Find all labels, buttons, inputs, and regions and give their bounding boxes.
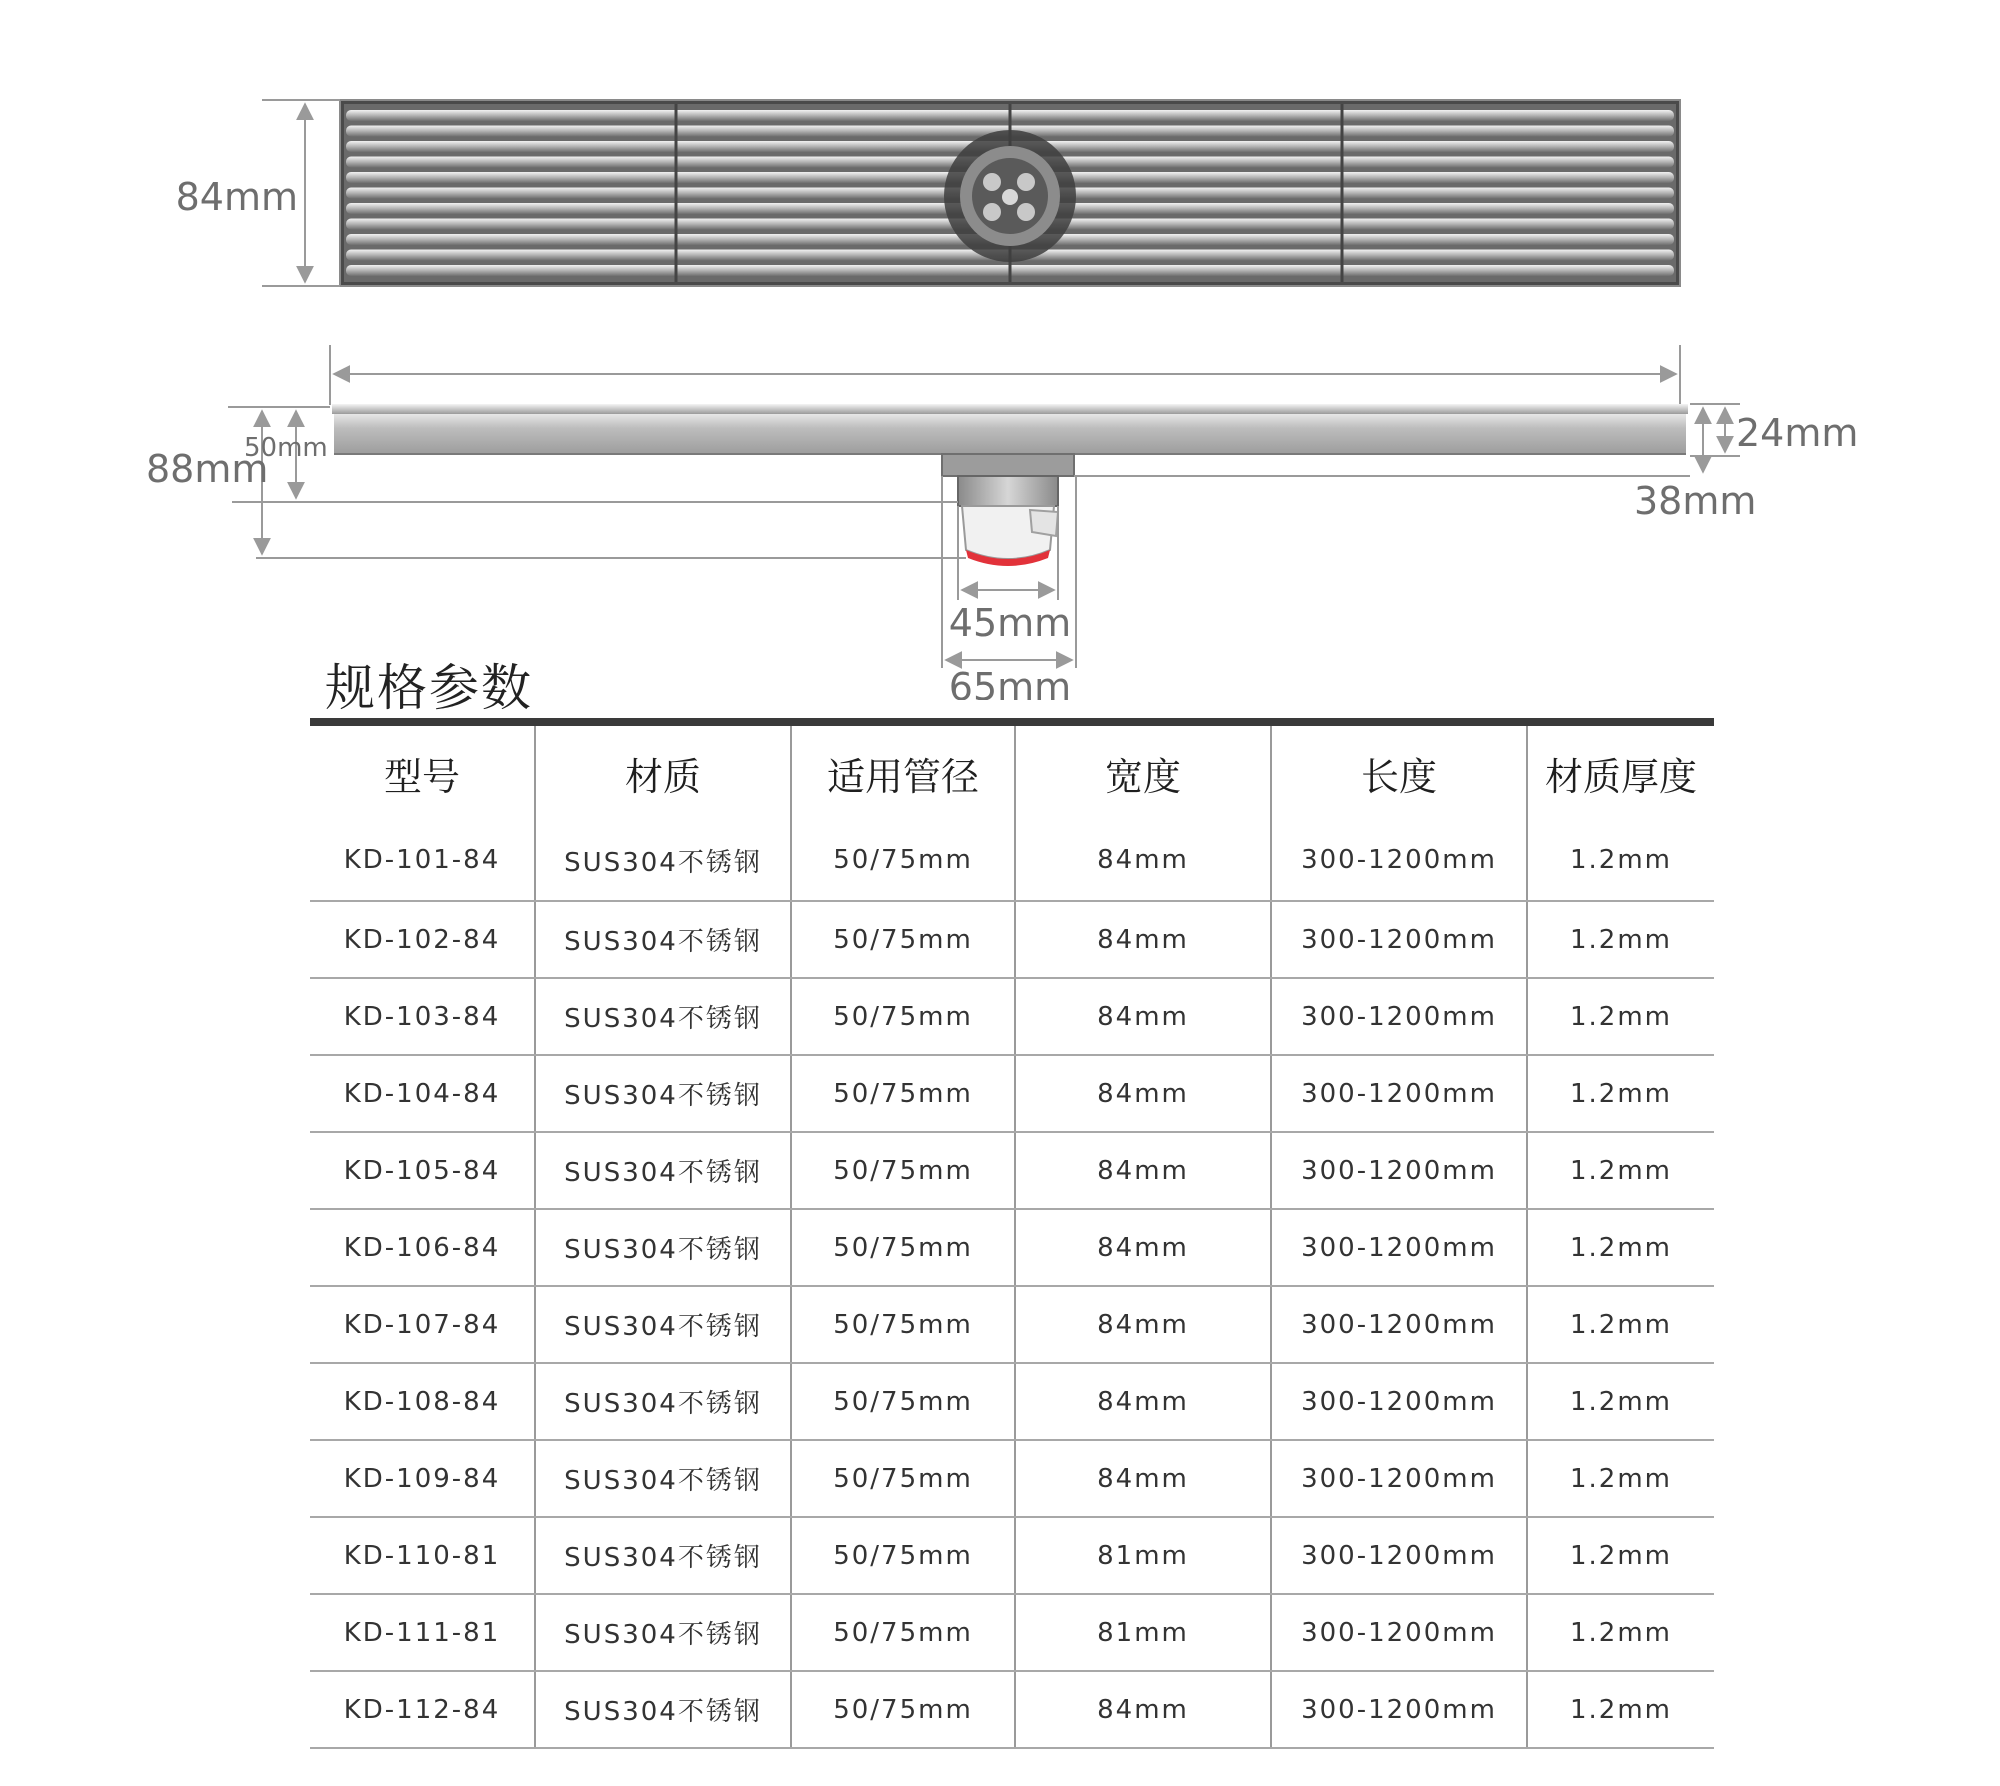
cell-width: 84mm	[1015, 820, 1271, 901]
title-divider	[310, 718, 1714, 726]
header-length: 长度	[1271, 726, 1527, 820]
cell-model: KD-103-84	[310, 978, 535, 1055]
cell-material: SUS304不锈钢	[535, 1594, 791, 1671]
cell-thickness: 1.2mm	[1527, 901, 1714, 978]
cell-width: 84mm	[1015, 1055, 1271, 1132]
cell-length: 300-1200mm	[1271, 1517, 1527, 1594]
cell-length: 300-1200mm	[1271, 978, 1527, 1055]
table-row	[310, 978, 1714, 1055]
cell-pipe-diameter: 50/75mm	[791, 978, 1015, 1055]
cell-material: SUS304不锈钢	[535, 1209, 791, 1286]
cell-model: KD-104-84	[310, 1055, 535, 1132]
cell-material: SUS304不锈钢	[535, 1363, 791, 1440]
cell-thickness: 1.2mm	[1527, 1132, 1714, 1209]
cell-width: 81mm	[1015, 1594, 1271, 1671]
dim-label-88mm: 88mm	[146, 447, 269, 491]
cell-model: KD-105-84	[310, 1132, 535, 1209]
cell-material: SUS304不锈钢	[535, 978, 791, 1055]
section-title: 规格参数	[325, 659, 533, 717]
table-row	[310, 1055, 1714, 1132]
cell-pipe-diameter: 50/75mm	[791, 820, 1015, 901]
cell-length: 300-1200mm	[1271, 1363, 1527, 1440]
cell-thickness: 1.2mm	[1527, 1440, 1714, 1517]
cell-material: SUS304不锈钢	[535, 1132, 791, 1209]
cell-pipe-diameter: 50/75mm	[791, 1671, 1015, 1748]
table-header-row	[310, 726, 1714, 820]
table-row	[310, 1132, 1714, 1209]
cell-length: 300-1200mm	[1271, 820, 1527, 901]
cell-model: KD-111-81	[310, 1594, 535, 1671]
cell-length: 300-1200mm	[1271, 1671, 1527, 1748]
cell-width: 81mm	[1015, 1517, 1271, 1594]
dim-label-65mm: 65mm	[948, 665, 1072, 700]
cell-model: KD-101-84	[310, 820, 535, 901]
cell-thickness: 1.2mm	[1527, 978, 1714, 1055]
cell-model: KD-112-84	[310, 1671, 535, 1748]
cell-pipe-diameter: 50/75mm	[791, 901, 1015, 978]
cell-length: 300-1200mm	[1271, 1132, 1527, 1209]
dim-label-24mm: 24mm	[1736, 411, 1859, 455]
cell-model: KD-106-84	[310, 1209, 535, 1286]
cell-material: SUS304不锈钢	[535, 1055, 791, 1132]
dim-label-50mm: 50mm	[244, 433, 328, 463]
cell-width: 84mm	[1015, 1671, 1271, 1748]
cell-length: 300-1200mm	[1271, 1286, 1527, 1363]
top-view-grate	[340, 100, 1680, 286]
cell-thickness: 1.2mm	[1527, 1517, 1714, 1594]
cell-width: 84mm	[1015, 978, 1271, 1055]
dim-label-45mm: 45mm	[948, 601, 1072, 645]
cell-model: KD-110-81	[310, 1517, 535, 1594]
dim-label-38mm: 38mm	[1634, 479, 1757, 523]
table-row	[310, 1286, 1714, 1363]
cell-material: SUS304不锈钢	[535, 1671, 791, 1748]
table-row	[310, 1671, 1714, 1748]
cell-pipe-diameter: 50/75mm	[791, 1440, 1015, 1517]
cell-model: KD-107-84	[310, 1286, 535, 1363]
cell-length: 300-1200mm	[1271, 1594, 1527, 1671]
table-row	[310, 1363, 1714, 1440]
cell-pipe-diameter: 50/75mm	[791, 1055, 1015, 1132]
dimension-84mm	[176, 100, 340, 286]
cell-pipe-diameter: 50/75mm	[791, 1363, 1015, 1440]
cell-thickness: 1.2mm	[1527, 1055, 1714, 1132]
cell-length: 300-1200mm	[1271, 901, 1527, 978]
cell-pipe-diameter: 50/75mm	[791, 1286, 1015, 1363]
cell-pipe-diameter: 50/75mm	[791, 1517, 1015, 1594]
table-row	[310, 820, 1714, 901]
drain-strainer-icon	[944, 130, 1076, 262]
cell-pipe-diameter: 50/75mm	[791, 1209, 1015, 1286]
cell-thickness: 1.2mm	[1527, 1286, 1714, 1363]
dim-label-84mm: 84mm	[175, 175, 298, 219]
table-row	[310, 1209, 1714, 1286]
header-model: 型号	[383, 754, 460, 799]
cell-pipe-diameter: 50/75mm	[791, 1594, 1015, 1671]
cell-thickness: 1.2mm	[1527, 1671, 1714, 1748]
cell-width: 84mm	[1015, 1440, 1271, 1517]
table-row	[310, 1440, 1714, 1517]
side-view-channel	[330, 345, 1688, 566]
cell-length: 300-1200mm	[1271, 1209, 1527, 1286]
table-row	[310, 1594, 1714, 1671]
header-material: 材质	[535, 726, 791, 820]
cell-width: 84mm	[1015, 1132, 1271, 1209]
cell-width: 84mm	[1015, 901, 1271, 978]
cell-material: SUS304不锈钢	[535, 1517, 791, 1594]
cell-model: KD-102-84	[310, 901, 535, 978]
header-pipe-diameter: 适用管径	[791, 726, 1015, 820]
product-drawing	[0, 0, 2000, 700]
cell-model: KD-109-84	[310, 1440, 535, 1517]
table-row	[310, 1517, 1714, 1594]
cell-thickness: 1.2mm	[1527, 820, 1714, 901]
cell-material: SUS304不锈钢	[535, 901, 791, 978]
cell-length: 300-1200mm	[1271, 1440, 1527, 1517]
cell-model: KD-108-84	[310, 1363, 535, 1440]
cell-material: SUS304不锈钢	[535, 1286, 791, 1363]
cell-thickness: 1.2mm	[1527, 1363, 1714, 1440]
spec-table	[310, 726, 1714, 1749]
header-thickness: 材质厚度	[1527, 726, 1714, 820]
cell-width: 84mm	[1015, 1363, 1271, 1440]
header-width: 宽度	[1015, 726, 1271, 820]
cell-width: 84mm	[1015, 1286, 1271, 1363]
cell-length: 300-1200mm	[1271, 1055, 1527, 1132]
table-row	[310, 901, 1714, 978]
cell-material: SUS304不锈钢	[535, 1440, 791, 1517]
cell-thickness: 1.2mm	[1527, 1209, 1714, 1286]
cell-pipe-diameter: 50/75mm	[791, 1132, 1015, 1209]
cell-width: 84mm	[1015, 1209, 1271, 1286]
cell-material: SUS304不锈钢	[535, 820, 791, 901]
cell-thickness: 1.2mm	[1527, 1594, 1714, 1671]
